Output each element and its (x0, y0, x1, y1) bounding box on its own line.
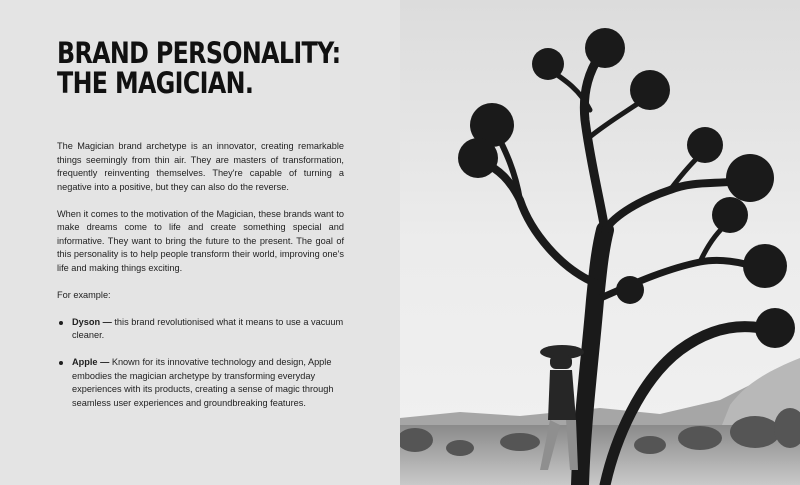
page-title (57, 36, 341, 100)
bullet-dot-icon (59, 321, 63, 325)
paragraph-intro: The Magician brand archetype is an innovator, creating remarkable things seemingly from thin air. They are masters of transformation, frequently reinventing themselves. They're capable of turning a negative into a positive, but they can also do the reverse. (57, 141, 344, 192)
example-intro: For example: (57, 289, 111, 300)
brand-name: Dyson — (72, 316, 112, 327)
title-line-1: BRAND PERSONALITY: (57, 36, 341, 70)
title-line-2: THE MAGICIAN. (57, 66, 254, 100)
bullet-dot-icon (59, 361, 63, 365)
body-text (57, 140, 344, 410)
list-item-dyson (57, 316, 344, 343)
brand-description: Known for its innovative technology and design, Apple embodies the magician archetype by transforming everyday experiences with its products, creating a sense of magic through seamless user experiences and groundbreaking features. (72, 357, 334, 408)
example-list (57, 316, 344, 411)
joshua-tree-photo (400, 0, 800, 485)
paragraph-motivation: When it comes to the motivation of the Magician, these brands want to make dreams come to life and create something special and informative. They want to bring the future to the present. The goal of this personality is to help people transform their world, improving one's life and making things exciting. (57, 208, 344, 273)
brand-description: this brand revolutionised what it means to use a vacuum cleaner. (72, 316, 344, 340)
list-item-apple (57, 356, 344, 410)
brand-name: Apple — (72, 357, 110, 367)
photo-panel (400, 0, 800, 485)
